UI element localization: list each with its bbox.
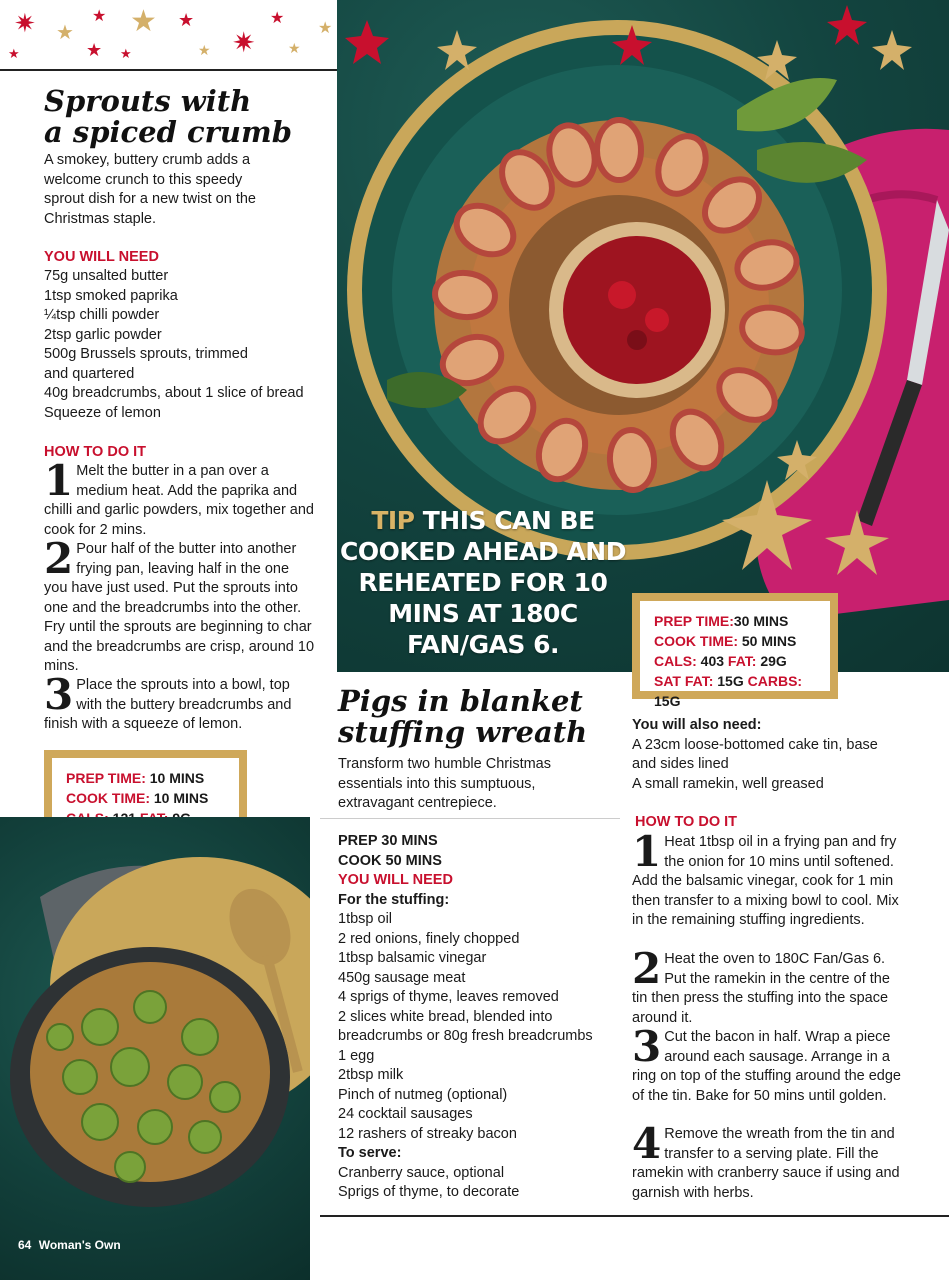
ingredient: 2 red onions, finely chopped <box>338 930 520 947</box>
recipe1-title <box>44 86 329 148</box>
ingredient: Squeeze of lemon <box>44 404 161 421</box>
prep-time-row <box>66 768 225 788</box>
ingredient: 1tbsp balsamic vinegar <box>338 950 487 966</box>
step-number: 3 <box>44 670 74 719</box>
step-text: Heat the oven to 180C Fan/Gas 6. Put the ramekin in the centre of the tin then press the stuffing into the space around it. <box>632 951 890 1026</box>
prep-label: PREP TIME: <box>654 613 734 629</box>
step-number: 4 <box>632 1119 662 1168</box>
star-strip <box>0 0 337 70</box>
star-icon: ★ <box>178 10 195 30</box>
method-step <box>44 670 316 735</box>
satfat-label: SAT FAT: <box>654 673 714 689</box>
method-step <box>632 1119 904 1203</box>
cals-label: CALS: <box>654 653 697 669</box>
fat-value: 29G <box>760 653 787 669</box>
ingredient: 1tsp smoked paprika <box>44 287 178 304</box>
recipe2-title <box>338 686 623 748</box>
method-step <box>632 827 904 950</box>
step-text: Place the sprouts into a bowl, top with the buttery breadcrumbs and finish with a squeeze of lemon. <box>44 677 292 732</box>
method-step <box>44 534 316 676</box>
tip-text: THIS CAN BE COOKED AHEAD AND REHEATED FOR 10 MINS AT 180C FAN/GAS 6. <box>340 506 626 659</box>
cook-value: 50 MINS <box>741 633 797 649</box>
recipe2-rule <box>320 818 620 819</box>
prep-value: 10 MINS <box>149 770 205 786</box>
recipe2-title-line2: stuffing wreath <box>338 715 588 749</box>
cook-time-row <box>654 631 816 651</box>
recipe2-intro: Transform two humble Christmas essentials into this sumptuous, extravagant centrepiece. <box>338 756 551 811</box>
step-number: 1 <box>632 827 662 876</box>
equipment-item: A 23cm loose-bottomed cake tin, base <box>632 736 878 753</box>
ingredient: 500g Brussels sprouts, trimmed <box>44 346 248 362</box>
magazine-name: Woman's Own <box>38 1238 121 1252</box>
cook-time-row <box>66 788 225 808</box>
fat-label: FAT: <box>727 653 757 669</box>
recipe2-nutrition-box <box>632 593 838 709</box>
step-number: 3 <box>632 1022 662 1071</box>
satfat-row <box>654 671 816 711</box>
ingredient: 40g breadcrumbs, about 1 slice of bread <box>44 385 304 401</box>
carbs-value: 15G <box>654 693 681 709</box>
recipe2-cook: COOK 50 MINS <box>338 852 442 869</box>
step-text: Cut the bacon in half. Wrap a piece around each sausage. Arrange in a ring on top of the stuffing around the edge of the tin. Bake for 50 mins until golden. <box>632 1029 901 1104</box>
method-step <box>44 456 316 540</box>
step-text: Melt the butter in a pan over a medium heat. Add the paprika and chilli and garlic powders, mix together and cook for 2 mins. <box>44 463 314 538</box>
star-icon: ✷ <box>232 27 256 58</box>
cals-row <box>654 651 816 671</box>
sprouts-illustration <box>0 817 310 1280</box>
prep-time-row <box>654 611 816 631</box>
recipe2-title-line1: Pigs in blanket <box>338 684 583 718</box>
step-number: 2 <box>44 534 74 583</box>
star-icon: ★ <box>130 5 157 38</box>
recipe2-ingredients-heading: YOU WILL NEED <box>338 872 453 888</box>
ingredient: 24 cocktail sausages <box>338 1106 473 1122</box>
ingredient: breadcrumbs or 80g fresh breadcrumbs <box>338 1028 593 1044</box>
star-icon: ✷ <box>14 8 36 38</box>
recipe1-method <box>44 456 316 735</box>
stuffing-heading: For the stuffing: <box>338 891 450 908</box>
step-text: Heat 1tbsp oil in a frying pan and fry the onion for 10 mins until softened. Add the balsamic vinegar, cook for 1 min then transfer to a mixing bowl to cool. Mix in the remaining stuffing ingredients. <box>632 834 899 928</box>
ingredient: and quartered <box>44 365 135 382</box>
sprouts-photo <box>0 817 310 1280</box>
carbs-label: CARBS: <box>747 673 803 689</box>
star-icon: ★ <box>92 8 107 25</box>
star-icon: ★ <box>270 10 285 27</box>
ingredient: 1 egg <box>338 1047 375 1064</box>
also-need-heading: You will also need: <box>632 717 762 733</box>
equipment-section <box>632 716 932 794</box>
star-icon: ★ <box>8 46 20 61</box>
recipe1-intro: A smokey, buttery crumb adds a welcome crunch to this speedy sprout dish for a new twist on the Christmas staple. <box>44 152 256 227</box>
cals-value: 403 <box>700 653 725 669</box>
wreath-photo <box>337 0 949 672</box>
recipe1-method-heading: HOW TO DO IT <box>44 444 147 460</box>
cook-label: COOK TIME: <box>66 790 150 806</box>
top-rule <box>0 69 337 71</box>
tip-label: TIP <box>371 506 415 535</box>
recipe2-prep: PREP 30 MINS <box>338 833 438 849</box>
ingredient: 75g unsalted butter <box>44 268 169 284</box>
step-number: 1 <box>44 456 74 505</box>
recipe2-method-heading: HOW TO DO IT <box>635 814 738 830</box>
serve-item: Cranberry sauce, optional <box>338 1164 505 1181</box>
recipe1-title-line2: a spiced crumb <box>44 115 292 149</box>
ingredient: 450g sausage meat <box>338 969 466 986</box>
star-icon: ★ <box>56 22 74 44</box>
prep-label: PREP TIME: <box>66 770 146 786</box>
satfat-value: 15G <box>717 673 744 689</box>
recipe2-ingredients <box>338 832 618 1203</box>
ingredient: 12 rashers of streaky bacon <box>338 1125 517 1142</box>
ingredient: 2tsp garlic powder <box>44 326 162 343</box>
recipe1-ingredients-list <box>44 267 329 423</box>
step-text: Pour half of the butter into another frying pan, leaving half in the one you have just used. Put the sprouts into one and the breadcrumbs into the other. Fry until the sprouts are beginning to char and the breadcrumbs are crisp, around 10 mins. <box>44 541 315 674</box>
star-icon: ★ <box>198 42 211 58</box>
equipment-item: A small ramekin, well greased <box>632 775 824 792</box>
star-icon: ★ <box>318 20 333 37</box>
bottom-rule <box>320 1215 949 1217</box>
star-icon: ★ <box>288 40 301 56</box>
ingredient: ¼tsp chilli powder <box>44 307 160 323</box>
recipe2-method <box>632 827 904 1203</box>
cook-label: COOK TIME: <box>654 633 738 649</box>
page-number: 64 <box>18 1238 32 1252</box>
tip-callout <box>340 505 626 660</box>
star-icon: ★ <box>120 46 132 61</box>
ingredient: 1tbsp oil <box>338 911 393 927</box>
ingredient: 4 sprigs of thyme, leaves removed <box>338 989 559 1005</box>
method-step <box>632 944 904 1028</box>
serve-heading: To serve: <box>338 1145 402 1161</box>
ingredient: Pinch of nutmeg (optional) <box>338 1086 508 1103</box>
equipment-item: and sides lined <box>632 756 729 772</box>
step-number: 2 <box>632 944 662 993</box>
ingredient: 2 slices white bread, blended into <box>338 1008 553 1025</box>
footer <box>18 1238 121 1252</box>
step-text: Remove the wreath from the tin and transfer to a serving plate. Fill the ramekin with cranberry sauce if using and garnish with herbs. <box>632 1126 900 1201</box>
star-icon: ★ <box>86 40 103 60</box>
serve-item: Sprigs of thyme, to decorate <box>338 1184 520 1200</box>
prep-value: 30 MINS <box>733 613 789 629</box>
cook-value: 10 MINS <box>153 790 209 806</box>
recipe1-ingredients-heading: YOU WILL NEED <box>44 249 159 265</box>
ingredient: 2tbsp milk <box>338 1067 404 1083</box>
recipe1-title-line1: Sprouts with <box>44 84 252 118</box>
method-step <box>632 1022 904 1125</box>
